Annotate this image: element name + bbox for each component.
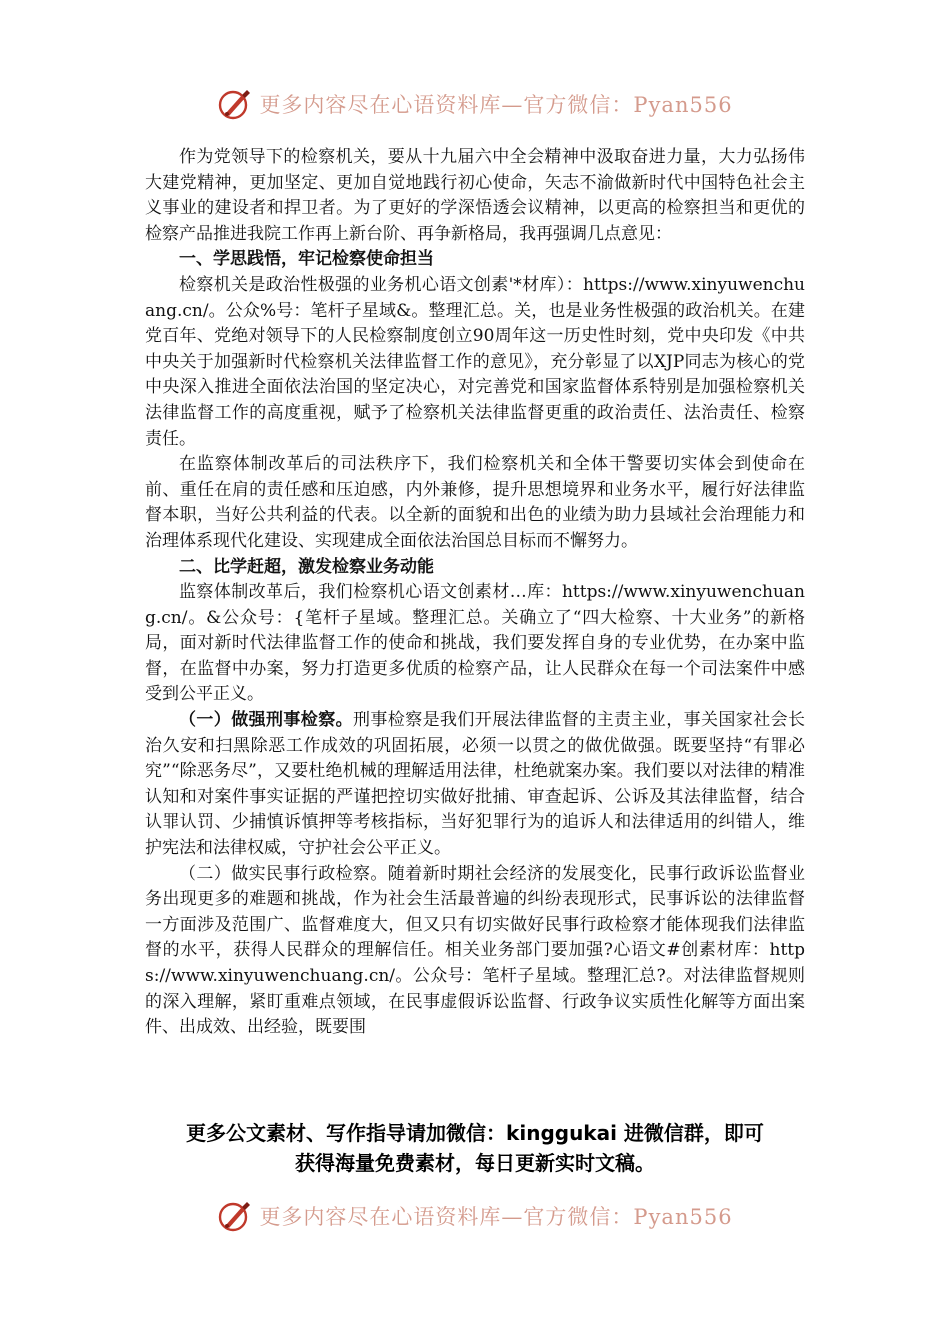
wechat-ad [120,1118,830,1178]
subheading-criminal: （一）做强刑事检察。 [179,710,353,731]
paragraph-intro: 作为党领导下的检察机关，要从十九届六中全会精神中汲取奋进力量，大力弘扬伟大建党精神，更加坚定、更加自觉地践行初心使命，矢志不渝做新时代中国特色社会主义事业的建设者和捍卫者。为了更好的学深悟透会议精神，以更高的检察担当和更优的检察产品推进我院工作再上新台阶、再争新格局，我再强调几点意见： [145,147,805,244]
paragraph-civil-administrative: （二）做实民事行政检察。随着新时期社会经济的发展变化，民事行政诉讼监督业务出现更多的难题和挑战，作为社会生活最普遍的纠纷表现形式，民事诉讼的法律监督一方面涉及范围广、监督难度大，但又只有切实做好民事行政检察才能体现我们法律监督的水平，获得人民群众的理解信任。相关业务部门要加强?心语文#创素材库：https://www.xinyuwenchuang.cn/。公众号：笔杆子星域。整理汇总?。对法律监督规则的深入理解，紧盯重难点领域，在民事虚假诉讼监督、行政争议实质性化解等方面出案件、出成效、出经验，既要围 [145,863,805,1038]
footer-banner [0,1196,950,1236]
paragraph-section2-a: 监察体制改革后，我们检察机心语文创素材…库：https://www.xinyuwenchuang.cn/。&公众号：{笔杆子星域。整理汇总。关确立了“四大检察、十大业务”的新格局，面对新时代法律监督工作的使命和挑战，我们要发挥自身的专业优势，在办案中监督，在监督中办案，努力打造更多优质的检察产品，让人民群众在每一个司法案件中感受到公平正义。 [145,582,805,705]
footer-banner-text: 更多内容尽在心语资料库—官方微信：Pyan556 [259,1205,733,1229]
section-heading-1: 一、学思践悟，牢记检察使命担当 [179,249,434,270]
pen-logo-icon [217,87,251,121]
header-banner [0,84,950,124]
paragraph-section1-b: 在监察体制改革后的司法秩序下，我们检察机关和全体干警要切实体会到使命在前、重任在肩的责任感和压迫感，内外兼修，提升思想境界和业务水平，履行好法律监督本职，当好公共利益的代表。以全新的面貌和出色的业绩为助力县域社会治理能力和治理体系现代化建设、实现建成全面依法治国总目标而不懈努力。 [145,454,805,551]
paragraph-criminal-text: 刑事检察是我们开展法律监督的主责主业，事关国家社会长治久安和扫黑除恶工作成效的巩固拓展，必须一以贯之的做优做强。既要坚持“有罪必究”“除恶务尽”，又要杜绝机械的理解适用法律，杜绝就案办案。我们要以对法律的精准认知和对案件事实证据的严谨把控切实做好批捕、审查起诉、公诉及其法律监督，结合认罪认罚、少捕慎诉慎押等考核指标，当好犯罪行为的追诉人和法律适用的纠错人，维护宪法和法律权威，守护社会公平正义。 [145,710,805,859]
wechat-ad-line-2: 获得海量免费素材，每日更新实时文稿。 [295,1151,655,1175]
document-body [145,145,805,1041]
wechat-ad-line-1: 更多公文素材、写作指导请加微信：kinggukai 进微信群，即可 [186,1121,764,1145]
section-heading-2: 二、比学赶超，激发检察业务动能 [179,556,434,577]
pen-logo-icon [217,1199,251,1233]
paragraph-criminal-procuratorate [145,708,805,862]
header-banner-text: 更多内容尽在心语资料库—官方微信：Pyan556 [259,93,733,117]
paragraph-section1-a: 检察机关是政治性极强的业务机心语文创素'*材库）：https://www.xinyuwenchuang.cn/。公众%号：笔杆子星域&。整理汇总。关，也是业务性极强的政治机关。在建党百年、党绝对领导下的人民检察制度创立90周年这一历史性时刻，党中央印发《中共中央关于加强新时代检察机关法律监督工作的意见》，充分彰显了以XJP同志为核心的党中央深入推进全面依法治国的坚定决心，对完善党和国家监督体系特别是加强检察机关法律监督工作的高度重视，赋予了检察机关法律监督更重的政治责任、法治责任、检察责任。 [145,274,805,449]
